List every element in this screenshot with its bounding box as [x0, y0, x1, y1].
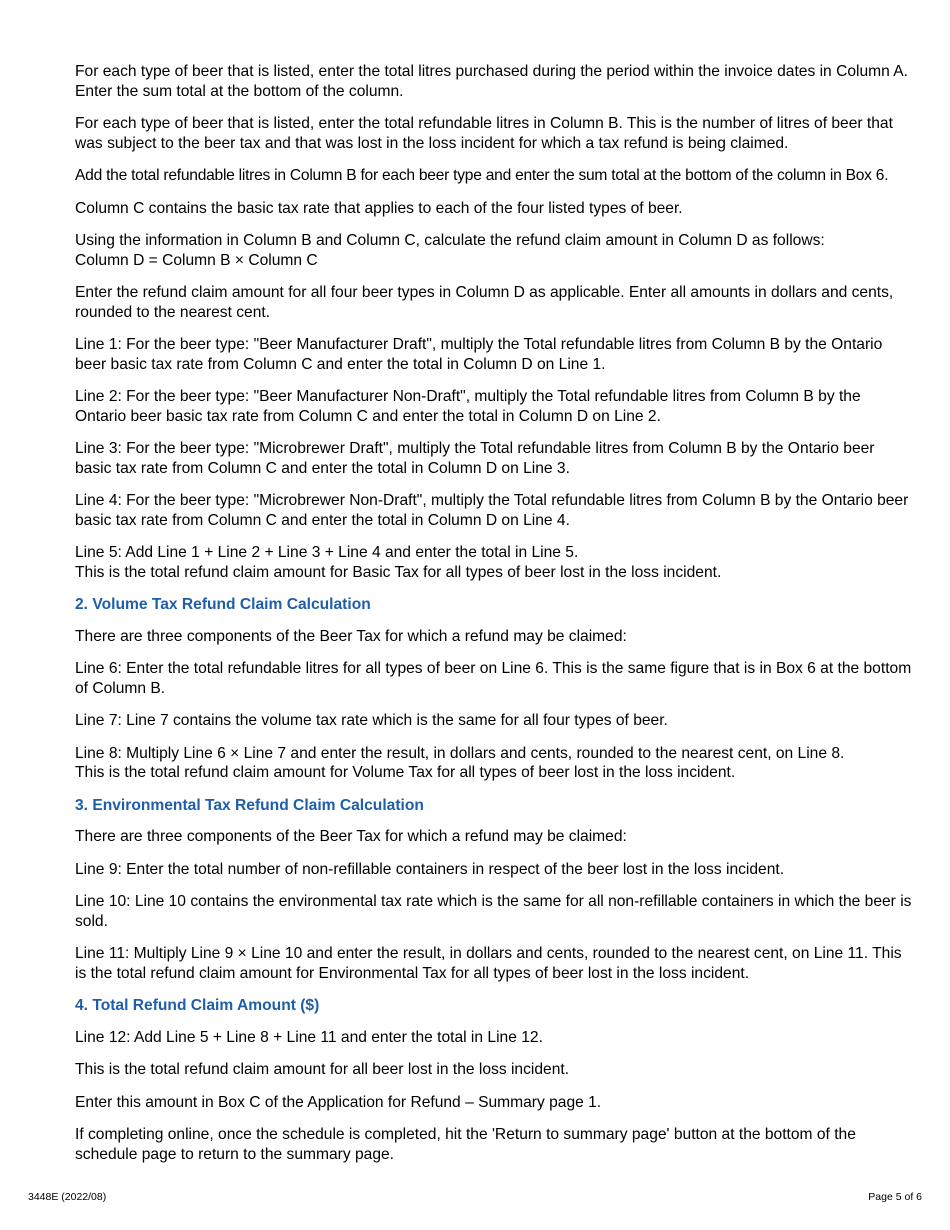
section-3-heading: 3. Environmental Tax Refund Claim Calculation: [75, 796, 424, 814]
paragraph-line-10: Line 10: Line 10 contains the environmental tax rate which is the same for all non-refillable containers in which the beer is sold.: [75, 893, 912, 930]
paragraph-line-4: Line 4: For the beer type: "Microbrewer Non-Draft", multiply the Total refundable litres from Column B by the Ontario beer basic tax rate from Column C and enter the total in Column D on Line 4.: [75, 492, 909, 529]
paragraph-line-12: Line 12: Add Line 5 + Line 8 + Line 11 and enter the total in Line 12.: [75, 1028, 543, 1046]
paragraph-line-9: Line 9: Enter the total number of non-refillable containers in respect of the beer lost in the loss incident.: [75, 860, 785, 878]
paragraph-line-3: Line 3: For the beer type: "Microbrewer Draft", multiply the Total refundable litres from Column B by the Ontario beer basic tax rate from Column C and enter the total in Column D on Line 3.: [75, 440, 875, 477]
formula-intro: Using the information in Column B and Column C, calculate the refund claim amount in Column D as follows:: [75, 232, 825, 249]
paragraph-line-5: [75, 543, 915, 582]
paragraph-line-7: Line 7: Line 7 contains the volume tax rate which is the same for all four types of beer.: [75, 712, 668, 729]
formula-equation: Column D = Column B × Column C: [75, 251, 318, 269]
page-number: Page 5 of 6: [868, 1191, 922, 1203]
paragraph-box-6: Add the total refundable litres in Column B for each beer type and enter the sum total at the bottom of the column in Box 6.: [75, 167, 889, 184]
paragraph-components: There are three components of the Beer Tax for which a refund may be claimed:: [75, 828, 627, 845]
paragraph-line-8: [75, 744, 915, 783]
line-8-summary: This is the total refund claim amount for Volume Tax for all types of beer lost in the loss incident.: [75, 764, 736, 781]
paragraph-online-instructions: If completing online, once the schedule is completed, hit the 'Return to summary page' button at the bottom of the schedule page to return to the summary page.: [75, 1126, 856, 1163]
paragraph-line-6: Line 6: Enter the total refundable litres for all types of beer on Line 6. This is the same figure that is in Box 6 at the bottom of Column B.: [75, 660, 912, 697]
paragraph-column-d: Enter the refund claim amount for all four beer types in Column D as applicable. Enter all amounts in dollars and cents, rounded to the nearest cent.: [75, 284, 894, 321]
paragraph-line-1: Line 1: For the beer type: "Beer Manufacturer Draft", multiply the Total refundable litres from Column B by the Ontario beer basic tax rate from Column C and enter the total in Column D on Line 1.: [75, 336, 883, 373]
paragraph-box-c: Enter this amount in Box C of the Application for Refund – Summary page 1.: [75, 1093, 602, 1111]
paragraph-components: There are three components of the Beer Tax for which a refund may be claimed:: [75, 627, 627, 645]
paragraph-column-a: For each type of beer that is listed, enter the total litres purchased during the period within the invoice dates in Column A. Enter the sum total at the bottom of the column.: [75, 63, 909, 100]
section-4-heading: 4. Total Refund Claim Amount ($): [75, 997, 320, 1014]
paragraph-formula: [75, 231, 915, 270]
document-body: [75, 62, 915, 1177]
form-number: 3448E (2022/08): [28, 1191, 107, 1203]
paragraph-column-b: For each type of beer that is listed, enter the total refundable litres in Column B. This is the number of litres of beer that was subject to the beer tax and that was lost in the loss incident for which a tax refund is being claimed.: [75, 115, 893, 152]
paragraph-line-2: Line 2: For the beer type: "Beer Manufacturer Non-Draft", multiply the Total refundable litres from Column B by the Ontario beer basic tax rate from Column C and enter the total in Column D on Line 2.: [75, 388, 861, 425]
line-5-instruction: Line 5: Add Line 1 + Line 2 + Line 3 + Line 4 and enter the total in Line 5.: [75, 544, 579, 561]
paragraph-line-11: Line 11: Multiply Line 9 × Line 10 and enter the result, in dollars and cents, rounded to the nearest cent, on Line 11. This is the total refund claim amount for Environmental Tax for all types of beer lost in the loss incident.: [75, 945, 902, 982]
paragraph-total-refund: This is the total refund claim amount for all beer lost in the loss incident.: [75, 1061, 570, 1078]
paragraph-column-c: Column C contains the basic tax rate that applies to each of the four listed types of beer.: [75, 199, 683, 217]
line-5-summary: This is the total refund claim amount for Basic Tax for all types of beer lost in the loss incident.: [75, 563, 722, 581]
line-8-instruction: Line 8: Multiply Line 6 × Line 7 and enter the result, in dollars and cents, rounded to the nearest cent, on Line 8.: [75, 744, 845, 762]
section-2-heading: 2. Volume Tax Refund Claim Calculation: [75, 596, 371, 613]
